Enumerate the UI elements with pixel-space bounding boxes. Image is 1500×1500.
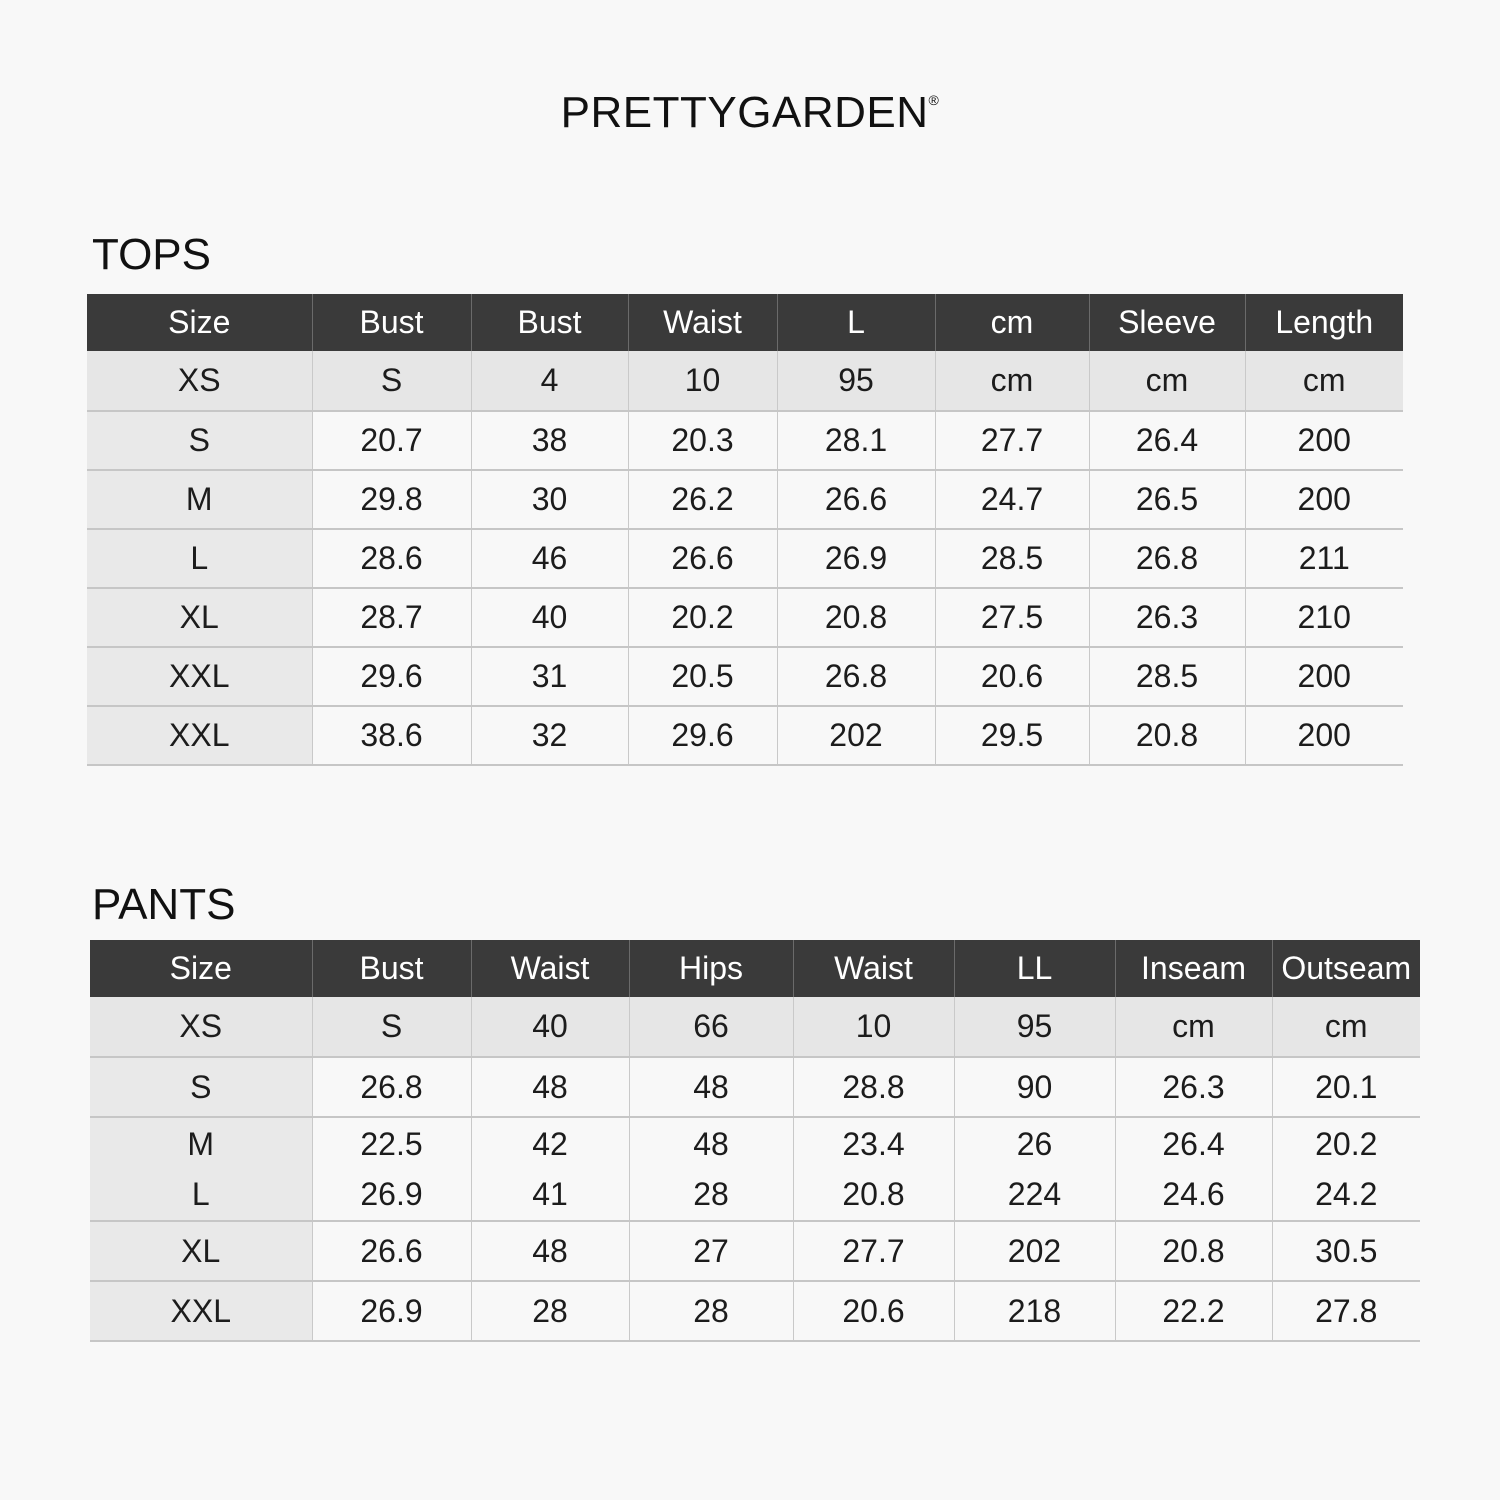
pants-value-cell: 27.8 — [1272, 1281, 1420, 1341]
tops-size-cell: XS — [87, 351, 312, 411]
pants-value-cell: 218 — [954, 1281, 1115, 1341]
pants-size-cell: XS — [90, 997, 312, 1057]
tops-value-cell: 28.5 — [1089, 647, 1245, 706]
tops-section-title: TOPS — [92, 230, 212, 279]
tops-value-cell: 200 — [1245, 647, 1403, 706]
tops-value-cell: 30 — [471, 470, 628, 529]
registered-mark: ® — [928, 92, 940, 109]
tops-value-cell: 26.2 — [628, 470, 777, 529]
pants-table-row — [90, 997, 1420, 1057]
tops-size-cell: S — [87, 411, 312, 470]
tops-column-header: Waist — [628, 294, 777, 351]
pants-value-cell — [312, 1117, 471, 1221]
tops-value-cell: 20.8 — [777, 588, 935, 647]
pants-stacked-value: 20.2 — [1315, 1126, 1378, 1162]
pants-table-row — [90, 1117, 1420, 1221]
pants-stacked-value: 224 — [1007, 1176, 1062, 1212]
pants-value-cell: 27.7 — [793, 1221, 954, 1281]
pants-size-cell — [90, 1117, 312, 1221]
tops-value-cell: 10 — [628, 351, 777, 411]
pants-value-cell: 22.2 — [1115, 1281, 1272, 1341]
pants-column-header: Inseam — [1115, 940, 1272, 997]
tops-value-cell: 28.7 — [312, 588, 471, 647]
pants-value-cell: 26.3 — [1115, 1057, 1272, 1117]
tops-value-cell: 26.9 — [777, 529, 935, 588]
tops-table-row — [87, 706, 1403, 765]
pants-stacked-value: 26 — [1016, 1126, 1053, 1162]
tops-column-header: cm — [935, 294, 1089, 351]
pants-column-header: Size — [90, 940, 312, 997]
pants-value-cell — [471, 1117, 629, 1221]
tops-column-header: Bust — [471, 294, 628, 351]
tops-table-row — [87, 588, 1403, 647]
pants-value-cell: 26.6 — [312, 1221, 471, 1281]
tops-value-cell: 28.5 — [935, 529, 1089, 588]
tops-value-cell: cm — [1089, 351, 1245, 411]
pants-stacked-value: 28 — [693, 1176, 729, 1212]
pants-value-cell: 28 — [629, 1281, 793, 1341]
tops-column-header: L — [777, 294, 935, 351]
pants-stacked-value: 20.8 — [842, 1176, 905, 1212]
tops-value-cell: 200 — [1245, 470, 1403, 529]
pants-value-cell — [1115, 1117, 1272, 1221]
tops-value-cell: S — [312, 351, 471, 411]
pants-value-cell: 20.1 — [1272, 1057, 1420, 1117]
pants-stacked-value: 26.4 — [1162, 1126, 1225, 1162]
tops-value-cell: 20.8 — [1089, 706, 1245, 765]
tops-value-cell: 29.6 — [312, 647, 471, 706]
tops-value-cell: 32 — [471, 706, 628, 765]
tops-table-row — [87, 351, 1403, 411]
pants-stacked-value: 48 — [693, 1126, 729, 1162]
tops-value-cell: 20.7 — [312, 411, 471, 470]
pants-stacked-value: L — [191, 1176, 210, 1212]
tops-table-row — [87, 647, 1403, 706]
tops-value-cell: 26.6 — [777, 470, 935, 529]
pants-stacked-value: 41 — [532, 1176, 568, 1212]
pants-stacked-value: 24.2 — [1315, 1176, 1378, 1212]
tops-value-cell: 210 — [1245, 588, 1403, 647]
tops-value-cell: 26.8 — [1089, 529, 1245, 588]
pants-value-cell: 48 — [471, 1221, 629, 1281]
pants-value-cell: 95 — [954, 997, 1115, 1057]
tops-value-cell: 20.2 — [628, 588, 777, 647]
pants-section-title: PANTS — [92, 880, 236, 929]
pants-value-cell: 30.5 — [1272, 1221, 1420, 1281]
tops-value-cell: 38.6 — [312, 706, 471, 765]
pants-value-cell — [1272, 1117, 1420, 1221]
tops-size-cell: XL — [87, 588, 312, 647]
pants-stacked-value: 26.9 — [360, 1176, 423, 1212]
pants-column-header: Bust — [312, 940, 471, 997]
pants-value-cell: 202 — [954, 1221, 1115, 1281]
tops-size-cell: M — [87, 470, 312, 529]
pants-size-cell: XXL — [90, 1281, 312, 1341]
tops-value-cell: 29.6 — [628, 706, 777, 765]
pants-stacked-value: 22.5 — [360, 1126, 423, 1162]
tops-header-row — [87, 294, 1403, 351]
tops-value-cell: 95 — [777, 351, 935, 411]
pants-value-cell: 26.8 — [312, 1057, 471, 1117]
brand-name: PRETTYGARDEN — [560, 88, 929, 137]
pants-size-cell: XL — [90, 1221, 312, 1281]
tops-table-row — [87, 529, 1403, 588]
tops-value-cell: cm — [1245, 351, 1403, 411]
tops-value-cell: 40 — [471, 588, 628, 647]
pants-value-cell: 20.8 — [1115, 1221, 1272, 1281]
tops-value-cell: 26.3 — [1089, 588, 1245, 647]
tops-value-cell: 4 — [471, 351, 628, 411]
pants-value-cell: 48 — [629, 1057, 793, 1117]
tops-value-cell: 38 — [471, 411, 628, 470]
pants-value-cell: cm — [1272, 997, 1420, 1057]
tops-value-cell: 211 — [1245, 529, 1403, 588]
pants-stacked-value: M — [187, 1126, 215, 1162]
tops-value-cell: 27.5 — [935, 588, 1089, 647]
tops-value-cell: 26.4 — [1089, 411, 1245, 470]
tops-size-table — [87, 294, 1403, 766]
pants-stacked-value: 23.4 — [842, 1126, 905, 1162]
brand-logo — [0, 88, 1500, 138]
tops-value-cell: 31 — [471, 647, 628, 706]
pants-value-cell: 90 — [954, 1057, 1115, 1117]
tops-value-cell: 20.5 — [628, 647, 777, 706]
tops-value-cell: 200 — [1245, 411, 1403, 470]
pants-value-cell: 28.8 — [793, 1057, 954, 1117]
tops-column-header: Bust — [312, 294, 471, 351]
tops-value-cell: 24.7 — [935, 470, 1089, 529]
pants-table-row — [90, 1221, 1420, 1281]
tops-size-cell: L — [87, 529, 312, 588]
pants-value-cell: 10 — [793, 997, 954, 1057]
pants-value-cell: S — [312, 997, 471, 1057]
pants-column-header: Waist — [793, 940, 954, 997]
pants-value-cell — [629, 1117, 793, 1221]
tops-value-cell: 28.1 — [777, 411, 935, 470]
pants-value-cell — [954, 1117, 1115, 1221]
tops-value-cell: 26.8 — [777, 647, 935, 706]
tops-value-cell: 46 — [471, 529, 628, 588]
pants-value-cell: 26.9 — [312, 1281, 471, 1341]
tops-value-cell: 29.5 — [935, 706, 1089, 765]
pants-column-header: Waist — [471, 940, 629, 997]
pants-column-header: Hips — [629, 940, 793, 997]
pants-stacked-value: 42 — [532, 1126, 568, 1162]
pants-column-header: Outseam — [1272, 940, 1420, 997]
tops-column-header: Sleeve — [1089, 294, 1245, 351]
tops-value-cell: 27.7 — [935, 411, 1089, 470]
pants-header-row — [90, 940, 1420, 997]
pants-size-table — [90, 940, 1420, 1342]
tops-value-cell: 20.6 — [935, 647, 1089, 706]
tops-value-cell: 202 — [777, 706, 935, 765]
pants-value-cell: 28 — [471, 1281, 629, 1341]
pants-value-cell: 27 — [629, 1221, 793, 1281]
tops-size-cell: XXL — [87, 706, 312, 765]
pants-column-header: LL — [954, 940, 1115, 997]
tops-table-row — [87, 470, 1403, 529]
tops-table-row — [87, 411, 1403, 470]
tops-value-cell: 28.6 — [312, 529, 471, 588]
tops-value-cell: 26.5 — [1089, 470, 1245, 529]
tops-value-cell: cm — [935, 351, 1089, 411]
tops-size-cell: XXL — [87, 647, 312, 706]
pants-value-cell: 48 — [471, 1057, 629, 1117]
tops-value-cell: 200 — [1245, 706, 1403, 765]
pants-stacked-value: 24.6 — [1162, 1176, 1225, 1212]
tops-column-header: Length — [1245, 294, 1403, 351]
tops-value-cell: 20.3 — [628, 411, 777, 470]
tops-value-cell: 26.6 — [628, 529, 777, 588]
pants-table-row — [90, 1057, 1420, 1117]
pants-value-cell: cm — [1115, 997, 1272, 1057]
pants-value-cell: 66 — [629, 997, 793, 1057]
tops-value-cell: 29.8 — [312, 470, 471, 529]
pants-value-cell — [793, 1117, 954, 1221]
pants-table-row — [90, 1281, 1420, 1341]
pants-value-cell: 40 — [471, 997, 629, 1057]
pants-size-cell: S — [90, 1057, 312, 1117]
pants-value-cell: 20.6 — [793, 1281, 954, 1341]
tops-column-header: Size — [87, 294, 312, 351]
